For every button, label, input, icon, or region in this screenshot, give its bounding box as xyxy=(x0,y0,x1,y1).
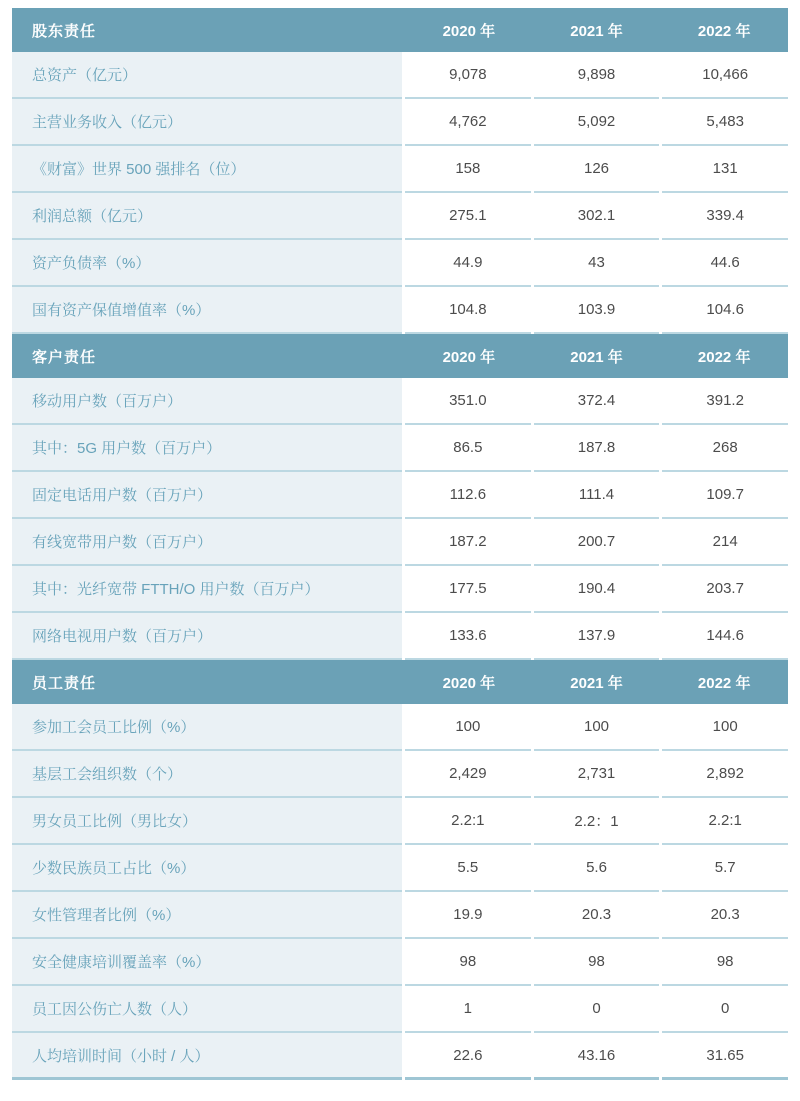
row-value: 214 xyxy=(662,519,788,566)
row-value: 104.8 xyxy=(405,287,531,334)
row-value: 200.7 xyxy=(534,519,660,566)
row-value: 187.8 xyxy=(534,425,660,472)
row-value: 103.9 xyxy=(534,287,660,334)
row-value: 98 xyxy=(534,939,660,986)
row-value: 372.4 xyxy=(534,378,660,425)
row-value: 44.9 xyxy=(405,240,531,287)
row-value: 98 xyxy=(405,939,531,986)
table-row xyxy=(12,613,788,660)
row-value: 2,429 xyxy=(405,751,531,798)
row-value: 111.4 xyxy=(534,472,660,519)
year-column-header: 2020 年 xyxy=(442,22,496,40)
row-value: 158 xyxy=(405,146,531,193)
row-label: 资产负债率（%） xyxy=(12,240,402,287)
row-value: 126 xyxy=(534,146,660,193)
table-row xyxy=(12,939,788,986)
table-row xyxy=(12,704,788,751)
row-value: 268 xyxy=(662,425,788,472)
row-value: 137.9 xyxy=(534,613,660,660)
row-value: 2.2：1 xyxy=(534,798,660,845)
table-section-3 xyxy=(12,660,788,1080)
row-value: 104.6 xyxy=(662,287,788,334)
row-value: 109.7 xyxy=(662,472,788,519)
table-row xyxy=(12,146,788,193)
year-column-header: 2021 年 xyxy=(570,674,623,692)
row-value: 0 xyxy=(662,986,788,1033)
section-header-row xyxy=(12,334,788,378)
year-column-header: 2022 年 xyxy=(697,674,751,692)
row-label: 利润总额（亿元） xyxy=(12,193,402,240)
table-row xyxy=(12,52,788,99)
row-value: 203.7 xyxy=(662,566,788,613)
row-value: 144.6 xyxy=(662,613,788,660)
table-row xyxy=(12,425,788,472)
row-value: 302.1 xyxy=(534,193,660,240)
row-label: 总资产（亿元） xyxy=(12,52,402,99)
table-row xyxy=(12,519,788,566)
row-value: 2,892 xyxy=(662,751,788,798)
section-header-row xyxy=(12,8,788,52)
row-value: 22.6 xyxy=(405,1033,531,1080)
row-value: 43.16 xyxy=(534,1033,660,1080)
table-row xyxy=(12,193,788,240)
row-value: 5,483 xyxy=(662,99,788,146)
row-value: 351.0 xyxy=(405,378,531,425)
row-value: 112.6 xyxy=(405,472,531,519)
row-value: 31.65 xyxy=(662,1033,788,1080)
row-value: 98 xyxy=(662,939,788,986)
table-section-1 xyxy=(12,8,788,334)
row-value: 100 xyxy=(534,704,660,751)
year-column-header: 2022 年 xyxy=(697,22,751,40)
row-value: 9,898 xyxy=(534,52,660,99)
row-value: 20.3 xyxy=(534,892,660,939)
row-value: 131 xyxy=(662,146,788,193)
table-row xyxy=(12,986,788,1033)
row-label: 主营业务收入（亿元） xyxy=(12,99,402,146)
year-column-header: 2022 年 xyxy=(697,348,751,366)
row-value: 5,092 xyxy=(534,99,660,146)
row-label: 其中：5G 用户数（百万户） xyxy=(12,425,402,472)
table-row xyxy=(12,892,788,939)
row-value: 190.4 xyxy=(534,566,660,613)
row-value: 9,078 xyxy=(405,52,531,99)
section-title: 股东责任 xyxy=(32,22,97,40)
table-row xyxy=(12,378,788,425)
table-row xyxy=(12,751,788,798)
row-value: 5.6 xyxy=(534,845,660,892)
row-label: 女性管理者比例（%） xyxy=(12,892,402,939)
row-value: 187.2 xyxy=(405,519,531,566)
table-row xyxy=(12,472,788,519)
row-label: 基层工会组织数（个） xyxy=(12,751,402,798)
row-value: 4,762 xyxy=(405,99,531,146)
row-value: 2,731 xyxy=(534,751,660,798)
row-value: 20.3 xyxy=(662,892,788,939)
row-label: 男女员工比例（男比女） xyxy=(12,798,402,845)
row-value: 43 xyxy=(534,240,660,287)
row-value: 100 xyxy=(662,704,788,751)
row-value: 2.2:1 xyxy=(405,798,531,845)
row-value: 44.6 xyxy=(662,240,788,287)
section-title: 客户责任 xyxy=(32,348,97,366)
row-value: 275.1 xyxy=(405,193,531,240)
row-label: 少数民族员工占比（%） xyxy=(12,845,402,892)
table-row xyxy=(12,1033,788,1080)
table-section-2 xyxy=(12,334,788,660)
year-column-header: 2021 年 xyxy=(570,348,623,366)
table-row xyxy=(12,287,788,334)
row-value: 2.2:1 xyxy=(662,798,788,845)
row-value: 133.6 xyxy=(405,613,531,660)
row-value: 391.2 xyxy=(662,378,788,425)
row-value: 1 xyxy=(405,986,531,1033)
row-label: 有线宽带用户数（百万户） xyxy=(12,519,402,566)
table-row xyxy=(12,845,788,892)
row-value: 10,466 xyxy=(662,52,788,99)
row-value: 19.9 xyxy=(405,892,531,939)
row-value: 5.7 xyxy=(662,845,788,892)
row-label: 国有资产保值增值率（%） xyxy=(12,287,402,334)
row-label: 固定电话用户数（百万户） xyxy=(12,472,402,519)
row-value: 0 xyxy=(534,986,660,1033)
year-column-header: 2020 年 xyxy=(442,348,496,366)
row-label: 员工因公伤亡人数（人） xyxy=(12,986,402,1033)
row-label: 网络电视用户数（百万户） xyxy=(12,613,402,660)
year-column-header: 2021 年 xyxy=(570,22,623,40)
row-label: 移动用户数（百万户） xyxy=(12,378,402,425)
section-header-row xyxy=(12,660,788,704)
year-column-header: 2020 年 xyxy=(442,674,496,692)
row-label: 人均培训时间（小时 / 人） xyxy=(12,1033,402,1080)
table-row xyxy=(12,240,788,287)
row-label: 其中：光纤宽带 FTTH/O 用户数（百万户） xyxy=(12,566,402,613)
row-value: 339.4 xyxy=(662,193,788,240)
table-row xyxy=(12,798,788,845)
table-row xyxy=(12,99,788,146)
row-value: 100 xyxy=(405,704,531,751)
table-row xyxy=(12,566,788,613)
row-value: 177.5 xyxy=(405,566,531,613)
row-value: 5.5 xyxy=(405,845,531,892)
section-title: 员工责任 xyxy=(32,674,97,692)
row-label: 《财富》世界 500 强排名（位） xyxy=(12,146,402,193)
row-label: 安全健康培训覆盖率（%） xyxy=(12,939,402,986)
row-label: 参加工会员工比例（%） xyxy=(12,704,402,751)
row-value: 86.5 xyxy=(405,425,531,472)
